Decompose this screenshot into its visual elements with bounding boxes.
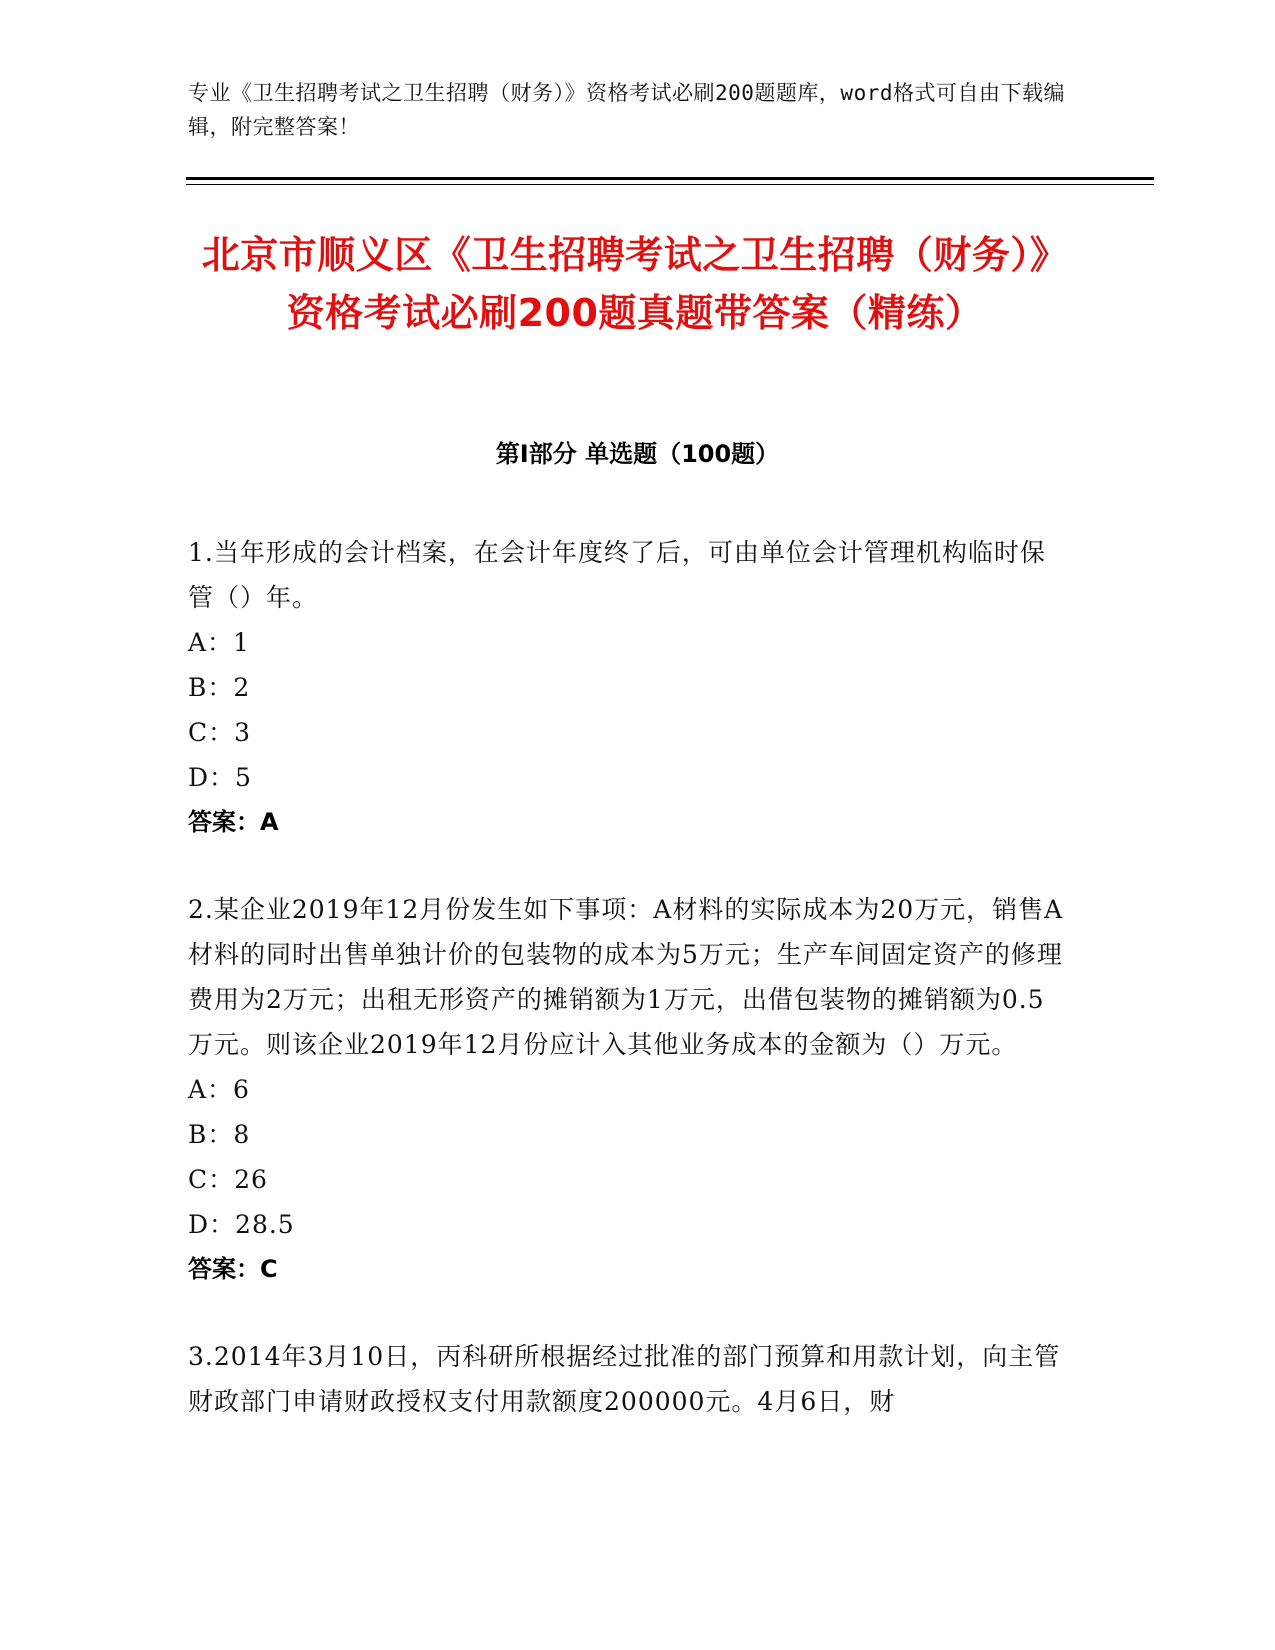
answer-line: 答案：A <box>188 808 279 836</box>
option-d: D：5 <box>188 763 252 792</box>
header-divider-thin <box>186 184 1154 185</box>
question-stem: 2.某企业2019年12月份发生如下事项：A材料的实际成本为20万元，销售A材料的同时出售单独计价的包装物的成本为5万元；生产车间固定资产的修理费用为2万元；出租无形资产的摊销额为1万元，出借包装物的摊销额为0.5万元。则该企业2019年12月份应计入其他业务成本的金额为（）万元。 <box>188 895 1064 1059</box>
document-title: 北京市顺义区《卫生招聘考试之卫生招聘（财务）》资格考试必刷200题真题带答案（精练） <box>201 233 1069 335</box>
option-b: B：2 <box>188 673 251 702</box>
option-d: D：28.5 <box>188 1210 295 1239</box>
option-c: C：26 <box>188 1165 268 1194</box>
option-a: A：1 <box>188 628 250 657</box>
answer-line: 答案：C <box>188 1255 278 1283</box>
option-c: C：3 <box>188 718 252 747</box>
option-b: B：8 <box>188 1120 251 1149</box>
question-1 <box>188 530 1068 845</box>
question-3 <box>188 1334 1068 1424</box>
option-a: A：6 <box>188 1075 250 1104</box>
question-2 <box>188 887 1068 1292</box>
header-divider-thick <box>186 177 1154 180</box>
section-heading: 第Ⅰ部分 单选题（100题） <box>495 440 780 468</box>
question-stem: 1.当年形成的会计档案，在会计年度终了后，可由单位会计管理机构临时保管（）年。 <box>188 538 1046 612</box>
header-note: 专业《卫生招聘考试之卫生招聘（财务）》资格考试必刷200题题库，word格式可自由下载编辑，附完整答案！ <box>188 81 1065 139</box>
question-stem: 3.2014年3月10日，丙科研所根据经过批准的部门预算和用款计划，向主管财政部门申请财政授权支付用款额度200000元。4月6日，财 <box>188 1342 1061 1416</box>
question-list <box>188 530 1068 1466</box>
